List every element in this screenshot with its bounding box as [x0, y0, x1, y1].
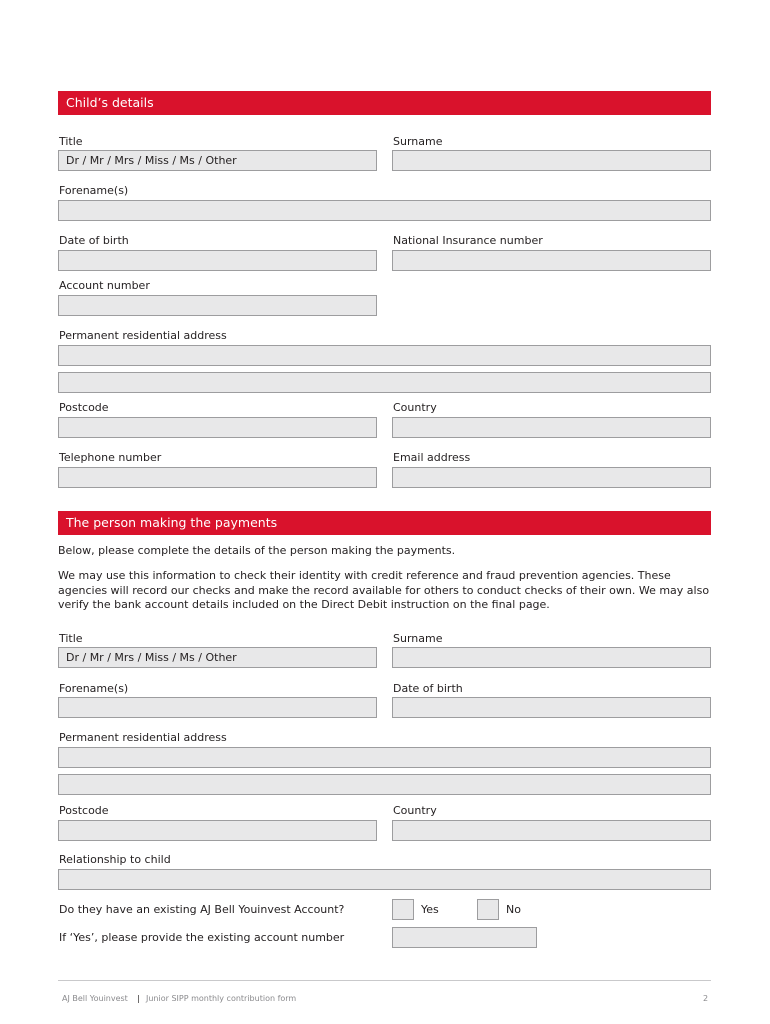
existing-account-question: Do they have an existing AJ Bell Youinvest Account?: [59, 903, 345, 916]
child-address-line-1[interactable]: [58, 345, 711, 366]
payer-notice-text: We may use this information to check their identity with credit reference and fraud prevention agencies. These agencies will record our checks and make the record available for others to conduct checks of their own. We may also verify the bank account details included on the Direct Debit instruction on the final page.: [58, 569, 710, 611]
child-title-field[interactable]: Dr / Mr / Mrs / Miss / Ms / Other: [58, 150, 377, 171]
child-dob-field[interactable]: [58, 250, 377, 271]
footer-form-name: Junior SIPP monthly contribution form: [146, 994, 297, 1003]
footer-divider: [58, 980, 711, 981]
payer-postcode-label: Postcode: [59, 804, 109, 817]
existing-account-yes-label: Yes: [421, 903, 439, 916]
child-telephone-label: Telephone number: [59, 451, 162, 464]
payer-surname-label: Surname: [393, 632, 443, 645]
child-dob-label: Date of birth: [59, 234, 129, 247]
existing-account-no-label: No: [506, 903, 521, 916]
footer-separator: |: [137, 994, 140, 1003]
child-postcode-field[interactable]: [58, 417, 377, 438]
payer-postcode-field[interactable]: [58, 820, 377, 841]
child-email-field[interactable]: [392, 467, 711, 488]
payer-address-label: Permanent residential address: [59, 731, 227, 744]
payer-title-field[interactable]: Dr / Mr / Mrs / Miss / Ms / Other: [58, 647, 377, 668]
payer-address-line-1[interactable]: [58, 747, 711, 768]
payer-country-label: Country: [393, 804, 437, 817]
payer-forenames-label: Forename(s): [59, 682, 129, 695]
payer-dob-label: Date of birth: [393, 682, 463, 695]
existing-account-yes-checkbox[interactable]: [392, 899, 414, 920]
payer-title-label: Title: [59, 632, 83, 645]
payer-heading: The person making the payments: [58, 511, 711, 535]
child-postcode-label: Postcode: [59, 401, 109, 414]
payer-intro-text: Below, please complete the details of the person making the payments.: [58, 544, 456, 557]
payer-dob-field[interactable]: [392, 697, 711, 718]
child-account-field[interactable]: [58, 295, 377, 316]
child-surname-field[interactable]: [392, 150, 711, 171]
child-forenames-field[interactable]: [58, 200, 711, 221]
child-surname-label: Surname: [393, 135, 443, 148]
child-address-label: Permanent residential address: [59, 329, 227, 342]
payer-forenames-field[interactable]: [58, 697, 377, 718]
childs-details-heading: Child’s details: [58, 91, 711, 115]
existing-account-number-label: If ‘Yes’, please provide the existing account number: [59, 931, 345, 944]
child-account-label: Account number: [59, 279, 150, 292]
child-telephone-field[interactable]: [58, 467, 377, 488]
child-ni-field[interactable]: [392, 250, 711, 271]
child-email-label: Email address: [393, 451, 471, 464]
footer-page-number: 2: [703, 994, 709, 1003]
child-title-label: Title: [59, 135, 83, 148]
footer-brand: AJ Bell Youinvest: [62, 994, 128, 1003]
payer-relationship-label: Relationship to child: [59, 853, 171, 866]
child-country-label: Country: [393, 401, 437, 414]
payer-country-field[interactable]: [392, 820, 711, 841]
child-ni-label: National Insurance number: [393, 234, 543, 247]
child-address-line-2[interactable]: [58, 372, 711, 393]
existing-account-number-field[interactable]: [392, 927, 537, 948]
payer-relationship-field[interactable]: [58, 869, 711, 890]
child-forenames-label: Forename(s): [59, 184, 129, 197]
payer-surname-field[interactable]: [392, 647, 711, 668]
child-country-field[interactable]: [392, 417, 711, 438]
existing-account-no-checkbox[interactable]: [477, 899, 499, 920]
payer-address-line-2[interactable]: [58, 774, 711, 795]
